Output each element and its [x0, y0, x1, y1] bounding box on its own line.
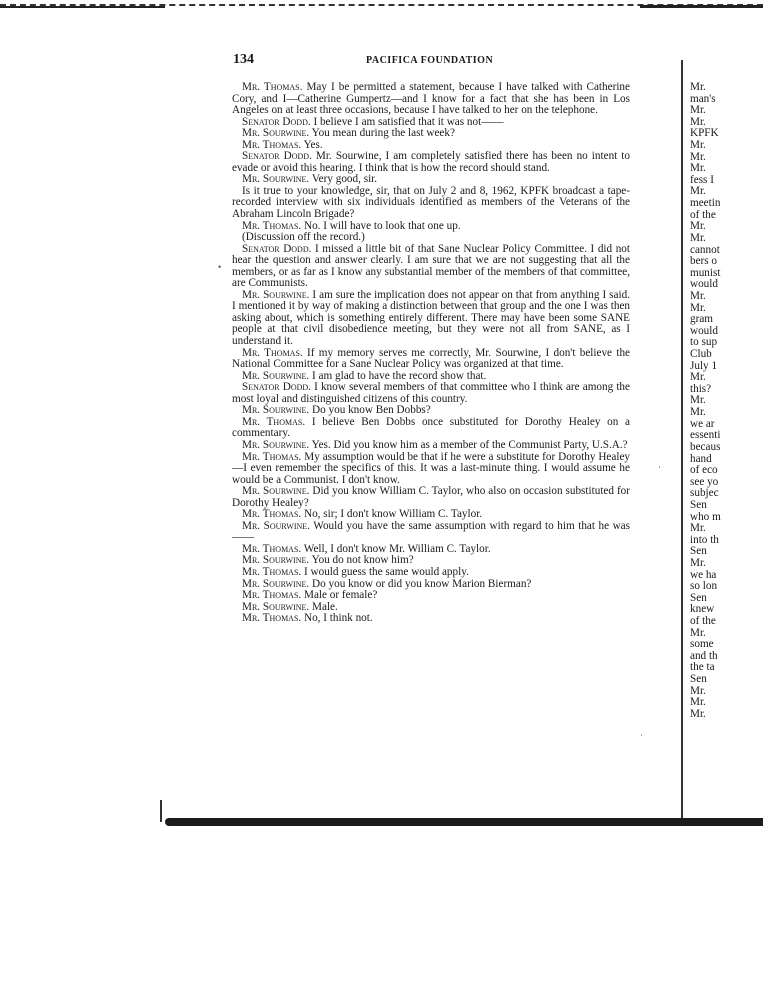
facing-page-line: Mr.: [690, 696, 706, 709]
facing-page-line: Club: [690, 348, 712, 361]
speaker-name: Senator Dodd.: [242, 115, 311, 128]
speech-text: Very good, sir.: [309, 173, 378, 186]
facing-page-line: Mr.: [690, 371, 706, 384]
facing-page-line: becaus: [690, 440, 721, 453]
running-title: PACIFICA FOUNDATION: [366, 55, 494, 66]
transcript-paragraph: [232, 348, 630, 371]
speaker-name: Senator Dodd.: [242, 381, 311, 394]
transcript-column: [232, 82, 630, 625]
speaker-name: Mr. Sourwine.: [242, 600, 310, 613]
transcript-paragraph: [232, 290, 630, 348]
facing-page-line: bers o: [690, 255, 718, 268]
speaker-name: Mr. Thomas.: [242, 542, 302, 555]
speaker-name: Mr. Thomas.: [242, 612, 302, 625]
facing-page-line: Sen: [690, 498, 707, 511]
speaker-name: Mr. Sourwine.: [242, 485, 310, 498]
speaker-name: Mr. Thomas.: [242, 565, 302, 578]
facing-page-line: Mr.: [690, 522, 706, 535]
facing-page-line: Mr.: [690, 220, 706, 233]
transcript-paragraph: [232, 452, 630, 487]
facing-page-line: we ha: [690, 568, 717, 581]
facing-page-line: Mr.: [690, 707, 706, 720]
speaker-name: Mr. Thomas.: [242, 508, 302, 521]
facing-page-line: of eco: [690, 464, 718, 477]
facing-page-line: Mr.: [690, 626, 706, 639]
facing-page-line: man's: [690, 92, 716, 105]
facing-page-line: Mr.: [690, 406, 706, 419]
speech-text: I believe I am satisfied that it was not——: [310, 115, 504, 128]
facing-page-line: Mr.: [690, 185, 706, 198]
speaker-name: Mr. Sourwine.: [242, 519, 310, 532]
running-head: [233, 52, 633, 70]
speaker-name: Mr. Thomas.: [242, 415, 306, 428]
speaker-name: Mr. Sourwine.: [242, 554, 310, 567]
facing-page-line: Sen: [690, 673, 707, 686]
top-border-solid-left: [0, 6, 165, 8]
facing-page-line: would: [690, 278, 718, 291]
speech-text: You do not know him?: [309, 554, 414, 567]
speech-text: Is it true to your knowledge, sir, that on July 2 and 8, 1962, KPFK broadcast a tape-recorded interview with six individuals identified as members of the Veterans of the Abraham Lincoln Brigade?: [232, 184, 630, 221]
facing-page-line: cannot: [690, 243, 720, 256]
speaker-name: Mr. Sourwine.: [242, 127, 310, 140]
facing-page-line: meetin: [690, 197, 721, 210]
facing-page-line: hand: [690, 452, 712, 465]
facing-page-line: some: [690, 638, 714, 651]
margin-mark: ·: [658, 462, 661, 472]
speech-text: I am glad to have the record show that.: [309, 369, 487, 382]
speaker-name: Mr. Sourwine.: [242, 173, 310, 186]
facing-page-line: Mr.: [690, 684, 706, 697]
facing-page-line: essenti: [690, 429, 721, 442]
transcript-paragraph: [232, 82, 630, 117]
speaker-name: Mr. Thomas.: [242, 81, 303, 93]
speech-text: May I be permitted a statement, because I have talked with Catherine Cory, and I—Catherine Gumpertz—and I know for a fact that she has been in Los Angeles on at least three occasions, because I have talked to her on the telephone.: [232, 81, 630, 117]
page-gutter-line: [681, 60, 683, 820]
speaker-name: Mr. Sourwine.: [242, 288, 310, 301]
facing-page-line: Mr.: [690, 115, 706, 128]
transcript-paragraph: [232, 613, 630, 625]
speech-text: (Discussion off the record.): [242, 231, 365, 244]
speaker-name: Mr. Thomas.: [242, 219, 302, 232]
transcript-paragraph: [232, 521, 630, 544]
speech-text: You mean during the last week?: [309, 127, 455, 140]
speech-text: I know several members of that committee who I think are among the most loyal and distinguished citizens of this country.: [232, 381, 630, 405]
speech-text: Would you have the same assumption with regard to him that he was——: [232, 519, 631, 544]
speaker-name: Senator Dodd.: [242, 242, 312, 255]
speaker-name: Mr. Thomas.: [242, 450, 302, 463]
speech-text: Yes. Did you know him as a member of the Communist Party, U.S.A.?: [309, 438, 628, 451]
facing-page-line: gram: [690, 313, 713, 326]
left-page-edge: [160, 800, 162, 822]
speaker-name: Mr. Thomas.: [242, 346, 303, 359]
facing-page-line: Sen: [690, 545, 707, 558]
speaker-name: Mr. Sourwine.: [242, 577, 310, 590]
speaker-name: Mr. Thomas.: [242, 589, 302, 602]
transcript-paragraph: [232, 186, 630, 221]
transcript-paragraph: [232, 486, 630, 509]
margin-mark: •: [218, 262, 222, 272]
facing-page-line: would: [690, 324, 718, 337]
speech-text: I am sure the implication does not appear on that from anything I said. I mentioned it by way of making a distinction between that group and the one I was then asking about, which is something entirely different. There may have been some SANE people at that civil disobedience meeting, but they were not all from SANE, as I understand it.: [232, 288, 630, 348]
top-border-solid-right: [640, 5, 763, 8]
speaker-name: Senator Dodd.: [242, 150, 312, 163]
facing-page-line: to sup: [690, 336, 718, 349]
facing-page-line: this?: [690, 382, 712, 395]
facing-page-line: Mr.: [690, 289, 706, 302]
speech-text: Male.: [309, 600, 338, 613]
margin-mark: ·: [640, 730, 643, 740]
speaker-name: Mr. Sourwine.: [242, 404, 310, 417]
facing-page-line: munist: [690, 266, 721, 279]
facing-page-line: Mr.: [690, 394, 706, 407]
speech-text: Did you know William C. Taylor, who also on occasion substituted for Dorothy Healey?: [232, 485, 630, 509]
speech-text: I believe Ben Dobbs once substituted for Dorothy Healey on a commentary.: [232, 415, 630, 440]
facing-page-line: KPFK: [690, 127, 719, 140]
facing-page-line: Mr.: [690, 162, 706, 175]
facing-page-line: we ar: [690, 417, 715, 430]
speech-text: Male or female?: [301, 589, 378, 602]
facing-page-line: of the: [690, 615, 716, 628]
speech-text: I missed a little bit of that Sane Nuclear Policy Committee. I did not hear the question and answer clearly. I am sure that we are not suggesting that all the members, or as far as I know any substantial member of the members of that committee, are Communists.: [232, 242, 630, 290]
facing-page-line: Mr.: [690, 150, 706, 163]
speech-text: Do you know or did you know Marion Bierman?: [309, 577, 532, 590]
transcript-paragraph: [232, 382, 630, 405]
facing-page-line: Mr.: [690, 231, 706, 244]
facing-page-line: Mr.: [690, 82, 706, 93]
facing-page-line: and th: [690, 649, 718, 662]
speech-text: If my memory serves me correctly, Mr. Sourwine, I don't believe the National Committee for a Sane Nuclear Policy was organized at that time.: [232, 346, 631, 371]
facing-page-line: Mr.: [690, 301, 706, 314]
transcript-paragraph: [232, 417, 630, 440]
facing-page-line: subjec: [690, 487, 719, 500]
facing-page-line: the ta: [690, 661, 715, 674]
facing-page-line: fess I: [690, 173, 714, 186]
facing-page-line: into th: [690, 533, 719, 546]
facing-page-line: Mr.: [690, 104, 706, 117]
page-number: 134: [233, 52, 254, 67]
facing-page-fragments: [690, 82, 763, 721]
facing-page-line: Mr.: [690, 556, 706, 569]
facing-page-line: who m: [690, 510, 721, 523]
facing-page-line: July 1: [690, 359, 718, 372]
speech-text: Do you know Ben Dobbs?: [309, 404, 431, 417]
facing-page-line: of the: [690, 208, 716, 221]
speech-text: Mr. Sourwine, I am completely satisfied there has been no intent to evade or avoid this hearing. I think that is how the record should stand.: [232, 150, 631, 174]
facing-page-line: see yo: [690, 475, 719, 488]
transcript-paragraph: [232, 244, 630, 290]
speech-text: Yes.: [301, 138, 323, 151]
bottom-border-rule: [165, 818, 763, 826]
speech-text: I would guess the same would apply.: [301, 565, 469, 578]
speech-text: No, sir; I don't know William C. Taylor.: [301, 508, 483, 521]
facing-page-line: knew: [690, 603, 715, 616]
transcript-paragraph: [232, 151, 630, 174]
facing-page-line: Sen: [690, 591, 707, 604]
speech-text: No, I think not.: [301, 612, 373, 625]
facing-page-line: Mr.: [690, 139, 706, 152]
speaker-name: Mr. Sourwine.: [242, 369, 310, 382]
speaker-name: Mr. Sourwine.: [242, 438, 310, 451]
speaker-name: Mr. Thomas.: [242, 138, 302, 151]
speech-text: No. I will have to look that one up.: [301, 219, 461, 232]
speech-text: Well, I don't know Mr. William C. Taylor.: [301, 542, 491, 555]
facing-page-line: so lon: [690, 580, 718, 593]
speech-text: My assumption would be that if he were a substitute for Dorothy Healey—I even remember the specifics of this. It was a last-minute thing. I would assume he would be a Communist. I don't know.: [232, 450, 631, 486]
